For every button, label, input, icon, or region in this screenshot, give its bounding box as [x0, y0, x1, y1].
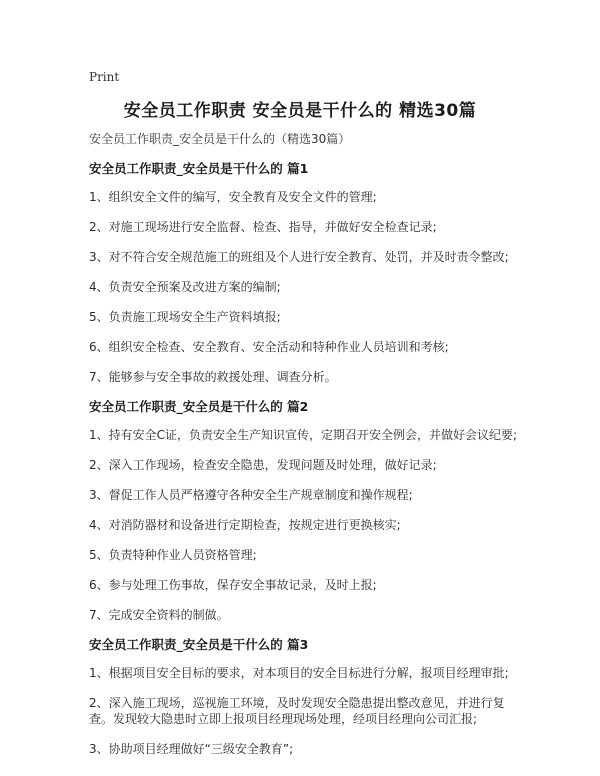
list-item: 2、深入施工现场，巡视施工环境，及时发现安全隐患提出整改意见，并进行复查。发现较大隐患时立即上报项目经理现场处理，经项目经理向公司汇报;	[89, 696, 505, 726]
list-item: 4、负责安全预案及改进方案的编制;	[89, 280, 281, 294]
section-heading: 安全员工作职责_安全员是干什么的 篇2	[89, 399, 309, 414]
section-1	[89, 161, 519, 385]
document-subtitle: 安全员工作职责_安全员是干什么的（精选30篇）	[89, 132, 351, 146]
list-item: 5、负责施工现场安全生产资料填报;	[89, 310, 281, 324]
print-label: Print	[89, 70, 120, 84]
list-item: 1、持有安全C证，负责安全生产知识宣传，定期召开安全例会，并做好会议纪要;	[89, 428, 518, 442]
list-item: 3、协助项目经理做好“三级安全教育”;	[89, 742, 294, 756]
list-item: 3、督促工作人员严格遵守各种安全生产规章制度和操作规程;	[89, 488, 413, 502]
section-2	[89, 399, 519, 623]
list-item: 1、组织安全文件的编写，安全教育及安全文件的管理;	[89, 190, 377, 204]
list-item: 2、深入工作现场，检查安全隐患，发现问题及时处理，做好记录;	[89, 458, 437, 472]
list-item: 6、组织安全检查、安全教育、安全活动和特种作业人员培训和考核;	[89, 340, 449, 354]
section-heading: 安全员工作职责_安全员是干什么的 篇1	[89, 161, 309, 176]
document-body	[89, 131, 519, 771]
list-item: 7、能够参与安全事故的救援处理、调查分析。	[89, 370, 337, 384]
list-item: 6、参与处理工伤事故，保存安全事故记录，及时上报;	[89, 578, 377, 592]
list-item: 7、完成安全资料的制做。	[89, 608, 229, 622]
list-item: 3、对不符合安全规范施工的班组及个人进行安全教育、处罚，并及时责令整改;	[89, 250, 509, 264]
list-item: 2、对施工现场进行安全监督、检查、指导，并做好安全检查记录;	[89, 220, 437, 234]
list-item: 4、对消防器材和设备进行定期检查，按规定进行更换核实;	[89, 518, 401, 532]
section-heading: 安全员工作职责_安全员是干什么的 篇3	[89, 637, 309, 652]
section-3	[89, 637, 519, 757]
list-item: 1、根据项目安全目标的要求，对本项目的安全目标进行分解，报项目经理审批;	[89, 666, 509, 680]
list-item: 5、负责特种作业人员资格管理;	[89, 548, 257, 562]
page-title: 安全员工作职责 安全员是干什么的 精选30篇	[123, 101, 477, 121]
